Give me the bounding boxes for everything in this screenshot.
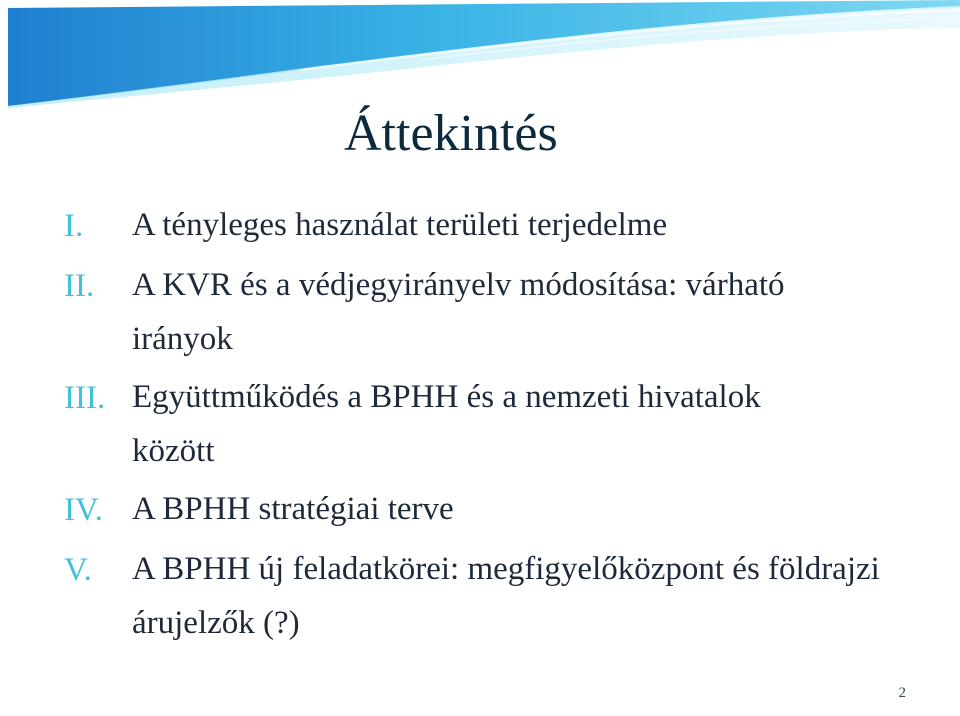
page-number: 2	[898, 685, 906, 701]
list-item-text: A BPHH stratégiai terve	[132, 491, 454, 527]
list-numeral: I.	[64, 208, 84, 244]
list-numeral: V.	[64, 552, 92, 588]
list-item-text: A tényleges használat területi terjedelme	[132, 207, 668, 243]
list-numeral: III.	[64, 380, 106, 416]
list-item-text: A KVR és a védjegyirányelv módosítása: várható irányok	[132, 267, 785, 357]
list-item-text: A BPHH új feladatkörei: megfigyelőközpont és földrajzi árujelzők (?)	[132, 551, 880, 641]
slide-title: Áttekintés	[344, 105, 558, 162]
list-item-text: Együttműködés a BPHH és a nemzeti hivatalok között	[132, 379, 761, 469]
list-numeral: II.	[64, 268, 95, 304]
list-numeral: IV.	[64, 492, 103, 528]
